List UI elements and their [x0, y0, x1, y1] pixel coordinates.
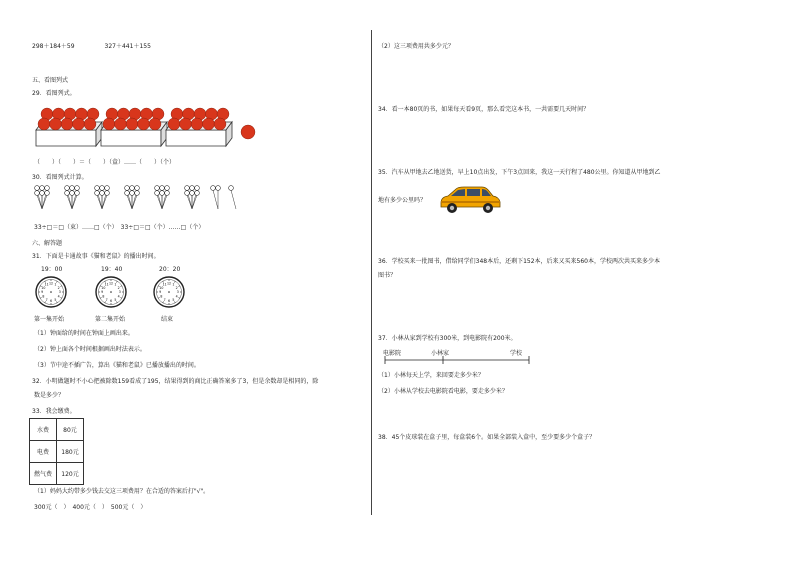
fee-name: 电费: [30, 441, 57, 463]
question-29-formula: （ ）（ ）＝（ ）（盒）……（ ）（个）: [34, 159, 176, 166]
ball: [180, 118, 192, 130]
svg-text:2: 2: [57, 285, 60, 290]
svg-text:7: 7: [45, 297, 48, 302]
ball: [168, 118, 180, 130]
fee-name: 燃气费: [30, 463, 57, 485]
svg-text:12: 12: [48, 281, 54, 286]
svg-text:8: 8: [42, 294, 45, 299]
ball: [191, 118, 203, 130]
column-divider: [371, 30, 372, 515]
question-37: 37．小林从家到学校有300米，到电影院有200米。: [378, 335, 517, 342]
question-34: 34．看一本80页的书，如果每天看9页，那么看完这本书，一共需要几天时间？: [378, 106, 590, 113]
ball: [126, 118, 138, 130]
road-label-school: 学校: [510, 350, 523, 357]
fee-amount: 180元: [57, 441, 84, 463]
ball: [115, 118, 127, 130]
flower-bunch-icon: [229, 186, 236, 209]
question-36-line-1: 36．学校买来一批图书，借给同学们348本后，还剩下152本，后来又买来560本，学校两次共买来多少本: [378, 258, 660, 265]
svg-text:4: 4: [57, 294, 60, 299]
section-5-title: 五、看图列式: [32, 77, 69, 84]
svg-text:2: 2: [117, 285, 120, 290]
ball: [149, 118, 161, 130]
ball: [73, 118, 85, 130]
question-29: 29．看图列式。: [32, 90, 76, 97]
question-30-formula: 33÷□＝□（束）……□（个） 33÷□＝□（个）……□（个）: [34, 224, 205, 231]
svg-text:11: 11: [162, 282, 167, 287]
svg-text:6: 6: [49, 299, 53, 303]
svg-text:2: 2: [175, 285, 178, 290]
svg-text:10: 10: [41, 285, 46, 290]
svg-text:8: 8: [160, 294, 163, 299]
svg-text:12: 12: [108, 281, 114, 286]
ball: [138, 118, 150, 130]
question-31-part-1: （1）钟面给的时间在钟面上画出来。: [34, 330, 134, 337]
flower-bunch-icon: [125, 186, 140, 209]
question-33-options: 300元（ ） 400元（ ） 500元（ ）: [34, 504, 147, 511]
car-icon: [438, 185, 502, 215]
flower-bunch-icon: [65, 186, 80, 209]
svg-text:11: 11: [44, 282, 49, 287]
ball: [38, 118, 50, 130]
svg-text:1: 1: [172, 282, 175, 287]
table-row: [30, 463, 84, 485]
question-38: 38．45个皮球装在盒子里，每盒装6个。如果全部装入盒中，至少要多少个盒子？: [378, 434, 596, 441]
section-6-title: 六、解答题: [32, 240, 63, 247]
ball: [61, 118, 73, 130]
svg-text:9: 9: [41, 290, 44, 295]
question-33-part-1: （1）妈妈大约带多少钱去交这三项费用？在合适的答案后打"√"。: [34, 488, 210, 495]
ball: [103, 118, 115, 130]
ball: [203, 118, 215, 130]
flower-bunch-icon: [35, 186, 50, 209]
clock-1-time: 19：00: [41, 266, 63, 273]
extra-ball: [241, 125, 255, 139]
question-31-part-3: （3）节中途不插广告，算出《猫和老鼠》已播放播出的时间。: [34, 362, 200, 369]
road-label-cinema: 电影院: [383, 350, 402, 357]
clock-face-icon: [35, 276, 67, 308]
question-30: 30．看图列式计算。: [32, 174, 88, 181]
line-expressions: 298＋184＋59 327＋441＋155: [32, 43, 151, 50]
question-36-line-2: 图书？: [378, 272, 397, 279]
question-33: 33．我会缴费。: [32, 408, 76, 415]
svg-text:7: 7: [163, 297, 166, 302]
flower-bunch-icon: [155, 186, 170, 209]
clock-3-time: 20：20: [159, 266, 181, 273]
flowers-illustration: [34, 183, 249, 215]
question-35-line-2: 地有多少公里吗？: [378, 197, 427, 204]
ball-boxes-illustration: [34, 102, 264, 150]
svg-text:10: 10: [159, 285, 164, 290]
svg-text:5: 5: [54, 297, 57, 302]
svg-text:9: 9: [101, 290, 104, 295]
svg-text:3: 3: [58, 290, 61, 295]
flower-bunch-icon: [95, 186, 110, 209]
svg-text:3: 3: [176, 290, 179, 295]
svg-text:9: 9: [159, 290, 162, 295]
question-31: 31．下面是卡通故事《猫和老鼠》的播出时间。: [32, 253, 160, 260]
clock-2-label: 第二集开始: [95, 316, 126, 323]
question-32-line-1: 32．小明做题时不小心把被除数159看成了195，结果得到的商比正确答案多了3，但是余数却是相同的，除: [32, 378, 319, 385]
fee-amount: 120元: [57, 463, 84, 485]
svg-text:4: 4: [117, 294, 120, 299]
road-line-diagram: [383, 355, 533, 365]
clock-1-label: 第一集开始: [34, 316, 65, 323]
svg-text:7: 7: [105, 297, 108, 302]
table-row: [30, 441, 84, 463]
question-33-part-2: （2）这三项费用共多少元？: [378, 43, 454, 50]
fee-amount: 80元: [57, 419, 84, 441]
svg-text:4: 4: [175, 294, 178, 299]
road-label-home: 小林家: [431, 350, 450, 357]
ball: [84, 118, 96, 130]
svg-text:5: 5: [172, 297, 175, 302]
clock-face-icon: [153, 276, 185, 308]
ball: [214, 118, 226, 130]
clock-2-time: 19：40: [101, 266, 123, 273]
svg-text:12: 12: [166, 281, 172, 286]
clock-3-label: 结束: [161, 316, 174, 323]
fee-name: 水费: [30, 419, 57, 441]
svg-text:10: 10: [101, 285, 106, 290]
svg-text:5: 5: [114, 297, 117, 302]
svg-text:6: 6: [167, 299, 171, 303]
table-row: [30, 419, 84, 441]
svg-text:1: 1: [54, 282, 57, 287]
fee-table: [29, 418, 84, 485]
flower-bunch-icon: [211, 186, 221, 209]
svg-text:8: 8: [102, 294, 105, 299]
svg-text:6: 6: [109, 299, 113, 303]
svg-text:1: 1: [114, 282, 117, 287]
clock-face-icon: [95, 276, 127, 308]
ball: [50, 118, 62, 130]
question-35-line-1: 35．汽车从甲地去乙地送货，早上10点出发，下午3点回来，我这一天行程了480公里。你知道从甲地到乙: [378, 169, 661, 176]
question-31-part-2: （2）钟上面各个时间根据画出时法表示。: [34, 346, 146, 353]
flower-bunch-icon: [185, 186, 200, 209]
svg-text:3: 3: [118, 290, 121, 295]
svg-text:11: 11: [104, 282, 109, 287]
question-37-part-2: （2）小林从学校去电影院看电影，要走多少米？: [378, 388, 508, 395]
question-37-part-1: （1）小林每天上学，来回要走多少米？: [378, 372, 484, 379]
question-32-line-2: 数是多少？: [34, 392, 65, 399]
